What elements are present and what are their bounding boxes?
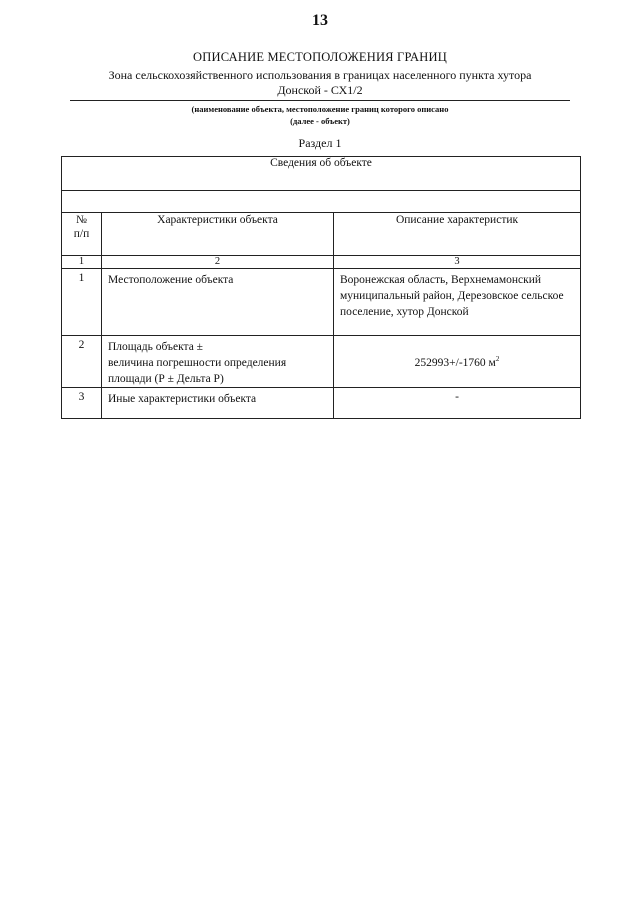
- column-header-description: Описание характеристик: [334, 213, 581, 256]
- section-title: Раздел 1: [298, 136, 342, 150]
- object-caption: [0, 103, 640, 127]
- object-name-underline: [70, 100, 570, 101]
- table-header: Сведения об объекте: [62, 157, 581, 191]
- caption-line-1: (наименование объекта, местоположение границ которого описано: [191, 104, 449, 114]
- column-number-2: 2: [102, 256, 334, 269]
- caption-line-2: (далее - объект): [290, 116, 350, 126]
- object-info-table: [61, 156, 581, 419]
- column-header-characteristics: Характеристики объекта: [102, 213, 334, 256]
- row-characteristic: Иные характеристики объекта: [102, 388, 334, 419]
- column-number-1: 1: [62, 256, 102, 269]
- area-value: 252993+/-1760 м: [414, 356, 496, 369]
- row-number: 2: [62, 336, 102, 388]
- page-number: 13: [312, 12, 328, 29]
- table-blank-row: [62, 191, 581, 213]
- document-title: ОПИСАНИЕ МЕСТОПОЛОЖЕНИЯ ГРАНИЦ: [193, 50, 447, 64]
- table-row: [62, 336, 581, 388]
- column-header-number: № п/п: [62, 213, 102, 256]
- table-row: [62, 269, 581, 336]
- object-name-line-1: Зона сельскохозяйственного использования в границах населенного пункта хутора: [108, 68, 532, 82]
- table-row: [62, 388, 581, 419]
- row-number: 1: [62, 269, 102, 336]
- row-number: 3: [62, 388, 102, 419]
- row-description: -: [334, 388, 581, 419]
- row-characteristic: Местоположение объекта: [102, 269, 334, 336]
- column-number-3: 3: [334, 256, 581, 269]
- object-name: [70, 68, 570, 98]
- row-description: Воронежская область, Верхнемамонский муниципальный район, Дерезовское сельское поселение, хутор Донской: [334, 269, 581, 336]
- row-characteristic: Площадь объекта ± величина погрешности определения площади (Р ± Дельта Р): [102, 336, 334, 388]
- row-description: [334, 336, 581, 388]
- object-name-line-2: Донской - СХ1/2: [277, 83, 363, 97]
- area-unit-superscript: 2: [495, 354, 500, 363]
